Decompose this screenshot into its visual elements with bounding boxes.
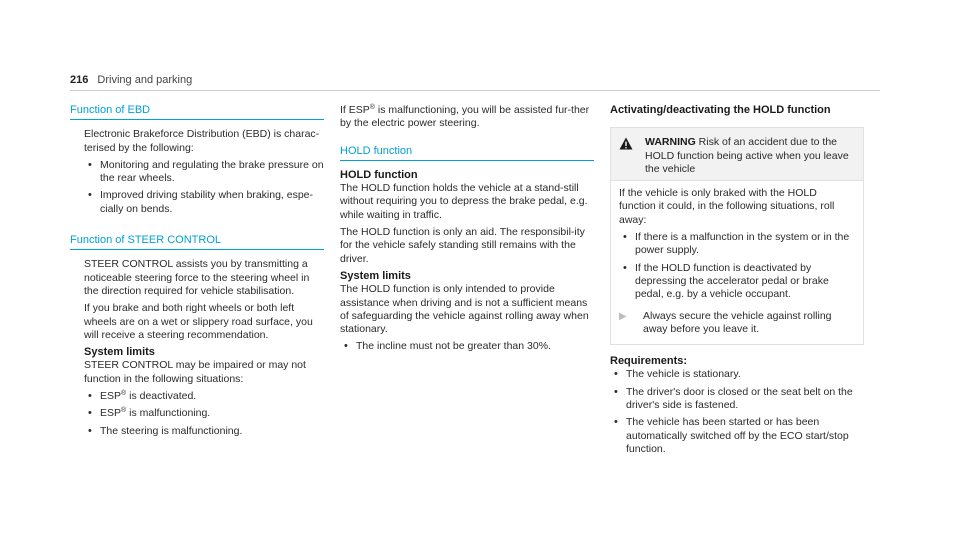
list-item: • If the HOLD function is deactivated by depressing the accelerator pedal or brake pedal, e.g. by a vehicle occupant.	[635, 262, 855, 302]
requirements-list	[610, 368, 864, 456]
system-limits-heading: System limits	[84, 346, 155, 359]
steer-paragraph-1: STEER CONTROL assists you by transmitting a noticeable steering force to the steering wheel in the direction required for vehicle stabilisation.	[84, 258, 310, 297]
note-arrow-icon: ▶	[619, 310, 627, 322]
page-header	[70, 74, 880, 91]
warning-list	[619, 231, 855, 301]
warning-paragraph: If the vehicle is only braked with the HOLD function it could, in the following situations, roll away:	[619, 187, 835, 226]
hold-heading: HOLD function	[340, 145, 594, 161]
warning-text: Risk of an accident due to the HOLD function being active when you leave the vehicle	[645, 136, 849, 175]
list-item: • The driver's door is closed or the seat belt on the driver's side is fastened.	[626, 386, 864, 413]
list-item: • Monitoring and regulating the brake pressure on the rear wheels.	[100, 159, 324, 186]
section-title: Driving and parking	[97, 74, 193, 86]
esp-intro: If ESP® is malfunctioning, you will be assisted fur-ther by the electric power steering.	[340, 104, 590, 130]
list-item: • The vehicle is stationary.	[626, 368, 864, 381]
steer-heading: Function of STEER CONTROL	[70, 234, 324, 250]
column-2	[340, 104, 594, 358]
limits-list	[70, 390, 324, 438]
list-item: • Improved driving stability when braking, espe-cially on bends.	[100, 189, 324, 216]
hold-limits-list	[340, 340, 594, 353]
hold-subheading: HOLD function	[340, 168, 418, 181]
steer-paragraph-2: If you brake and both right wheels or both left wheels are on a wet or slippery road surface, you will receive a steering recommendation.	[84, 302, 313, 341]
limits-intro: STEER CONTROL may be impaired or may not function in the following situations:	[84, 359, 306, 385]
warning-box	[610, 127, 864, 345]
hold-system-limits-heading: System limits	[340, 269, 411, 282]
list-item: • ESP® is deactivated.	[100, 390, 324, 403]
list-item: • The incline must not be greater than 30%.	[356, 340, 594, 353]
hold-paragraph-2: The HOLD function is only an aid. The responsibil-ity for the vehicle safely standing still remains with the driver.	[340, 226, 585, 265]
list-item: • If there is a malfunction in the system or in the power supply.	[635, 231, 855, 258]
ebd-heading: Function of EBD	[70, 104, 324, 120]
warning-triangle-icon	[619, 136, 645, 176]
note-text: Always secure the vehicle against rolling away before you leave it.	[643, 309, 832, 335]
hold-paragraph-1: The HOLD function holds the vehicle at a stand-still without requiring you to depress the brake pedal, e.g. while waiting in traffic.	[340, 182, 588, 221]
page-number: 216	[70, 74, 89, 86]
requirements-heading: Requirements:	[610, 355, 688, 368]
column-1	[70, 104, 324, 442]
list-item: • ESP® is malfunctioning.	[100, 407, 324, 420]
ebd-intro: Electronic Brakeforce Distribution (EBD) is charac-terised by the following:	[84, 128, 320, 154]
warning-label: WARNING	[645, 136, 696, 149]
list-item: • The vehicle has been started or has been automatically switched off by the ECO start/stop function.	[626, 416, 864, 456]
ebd-list	[70, 159, 324, 216]
hold-limits-paragraph: The HOLD function is only intended to provide assistance when driving and is not a sufficient means of safeguarding the vehicle against rolling away when stationary.	[340, 283, 589, 336]
activate-hold-heading: Activating/deactivating the HOLD function	[610, 104, 831, 116]
list-item: • The steering is malfunctioning.	[100, 425, 324, 438]
column-3	[610, 104, 864, 460]
